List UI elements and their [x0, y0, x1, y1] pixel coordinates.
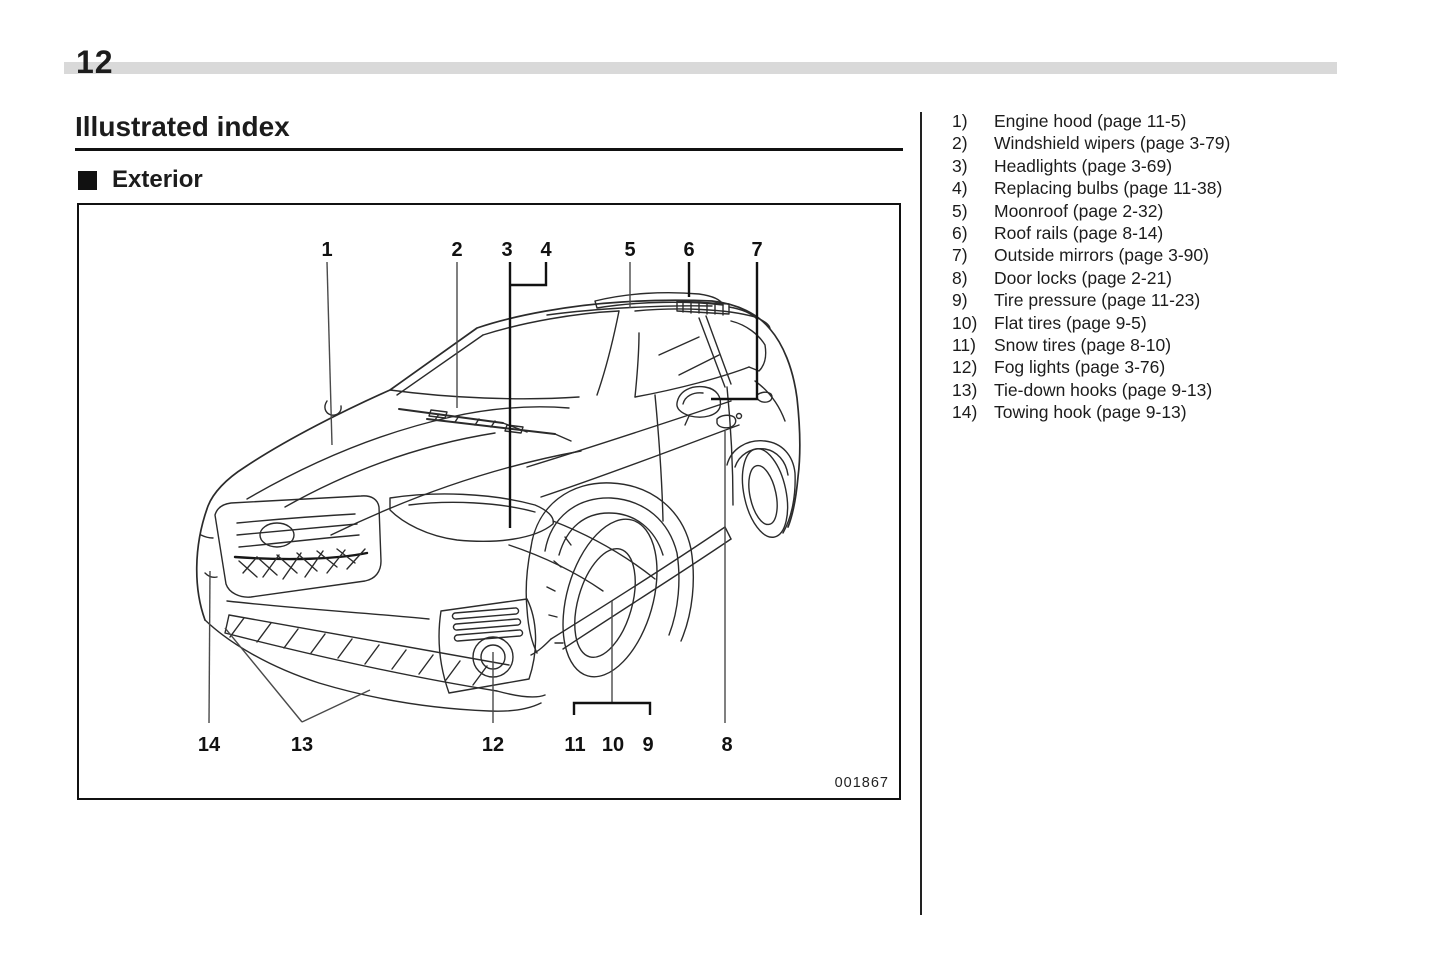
index-item	[952, 222, 1230, 244]
outside-mirror	[677, 387, 721, 425]
index-item-number: 3)	[952, 155, 968, 176]
headlight	[390, 494, 655, 591]
index-item-label: Snow tires (page 8-10)	[994, 335, 1172, 356]
index-item	[952, 401, 1230, 423]
callout-4: 4	[540, 239, 552, 261]
callout-7: 7	[751, 239, 763, 261]
index-item-label: Tire pressure (page 11-23)	[994, 290, 1201, 311]
index-item-label: Towing hook (page 9-13)	[994, 402, 1187, 423]
index-item-number: 7)	[952, 245, 968, 266]
towing-hook	[201, 535, 217, 577]
front-wheel	[526, 483, 693, 688]
index-item-label: Headlights (page 3-69)	[994, 155, 1173, 176]
callout-11: 11	[564, 734, 586, 756]
index-item-number: 4)	[952, 178, 968, 199]
callout-labels	[198, 239, 763, 756]
index-item	[952, 289, 1230, 311]
section-label: Exterior	[112, 166, 203, 193]
index-item-number: 9)	[952, 290, 968, 311]
callout-3: 3	[501, 239, 513, 261]
figure-code: 001867	[834, 775, 889, 791]
index-item-number: 6)	[952, 223, 968, 244]
index-item-number: 1)	[952, 111, 968, 131]
index-item-label: Replacing bulbs (page 11-38)	[994, 178, 1223, 199]
title-underline	[75, 148, 903, 151]
index-item	[952, 379, 1230, 401]
index-item	[952, 244, 1230, 266]
index-item-label: Outside mirrors (page 3-90)	[994, 245, 1209, 266]
index-item	[952, 110, 1230, 132]
windshield-wipers	[399, 409, 571, 441]
section-heading	[78, 166, 203, 194]
section-bullet-icon	[78, 171, 97, 190]
page-number: 12	[76, 44, 114, 80]
callout-2: 2	[451, 239, 463, 261]
index-item-label: Moonroof (page 2-32)	[994, 200, 1164, 221]
index-item	[952, 356, 1230, 378]
index-item-label: Tie-down hooks (page 9-13)	[994, 379, 1213, 400]
index-item-label: Windshield wipers (page 3-79)	[994, 133, 1231, 154]
index-item-number: 12)	[952, 357, 978, 378]
exterior-figure-box	[77, 203, 901, 800]
callout-1: 1	[321, 239, 333, 261]
callout-14: 14	[197, 734, 221, 756]
column-divider-line	[920, 112, 922, 915]
index-item-label: Door locks (page 2-21)	[994, 267, 1172, 288]
door-handle	[717, 392, 772, 428]
index-item-number: 5)	[952, 200, 968, 221]
index-item	[952, 132, 1230, 154]
car-line-art	[197, 293, 800, 712]
rear-wheel	[727, 441, 795, 542]
callout-9: 9	[642, 734, 654, 756]
callout-12: 12	[481, 734, 505, 756]
leader-lines	[209, 262, 757, 723]
callout-8: 8	[721, 734, 733, 756]
index-item	[952, 155, 1230, 177]
page-title: Illustrated index	[75, 111, 290, 142]
index-item	[952, 200, 1230, 222]
index-item-number: 14)	[952, 402, 978, 423]
index-item	[952, 312, 1230, 334]
callout-13: 13	[290, 734, 314, 756]
callout-5: 5	[624, 239, 636, 261]
index-item-label: Flat tires (page 9-5)	[994, 312, 1147, 333]
index-item	[952, 334, 1230, 356]
header-gray-bar	[64, 62, 1337, 74]
index-item-number: 13)	[952, 379, 978, 400]
index-item-number: 11)	[952, 335, 976, 356]
fog-light	[439, 599, 536, 693]
index-list	[952, 110, 1230, 424]
exterior-car-diagram	[79, 205, 899, 798]
index-item	[952, 267, 1230, 289]
index-item-number: 10)	[952, 312, 978, 333]
callout-6: 6	[683, 239, 695, 261]
index-item-label: Engine hood (page 11-5)	[994, 111, 1187, 131]
index-item-number: 2)	[952, 133, 968, 154]
callout-10: 10	[601, 734, 625, 756]
index-item-label: Fog lights (page 3-76)	[994, 357, 1166, 378]
index-item-number: 8)	[952, 267, 968, 288]
index-item-label: Roof rails (page 8-14)	[994, 223, 1164, 244]
front-grille	[215, 496, 381, 597]
index-item	[952, 177, 1230, 199]
